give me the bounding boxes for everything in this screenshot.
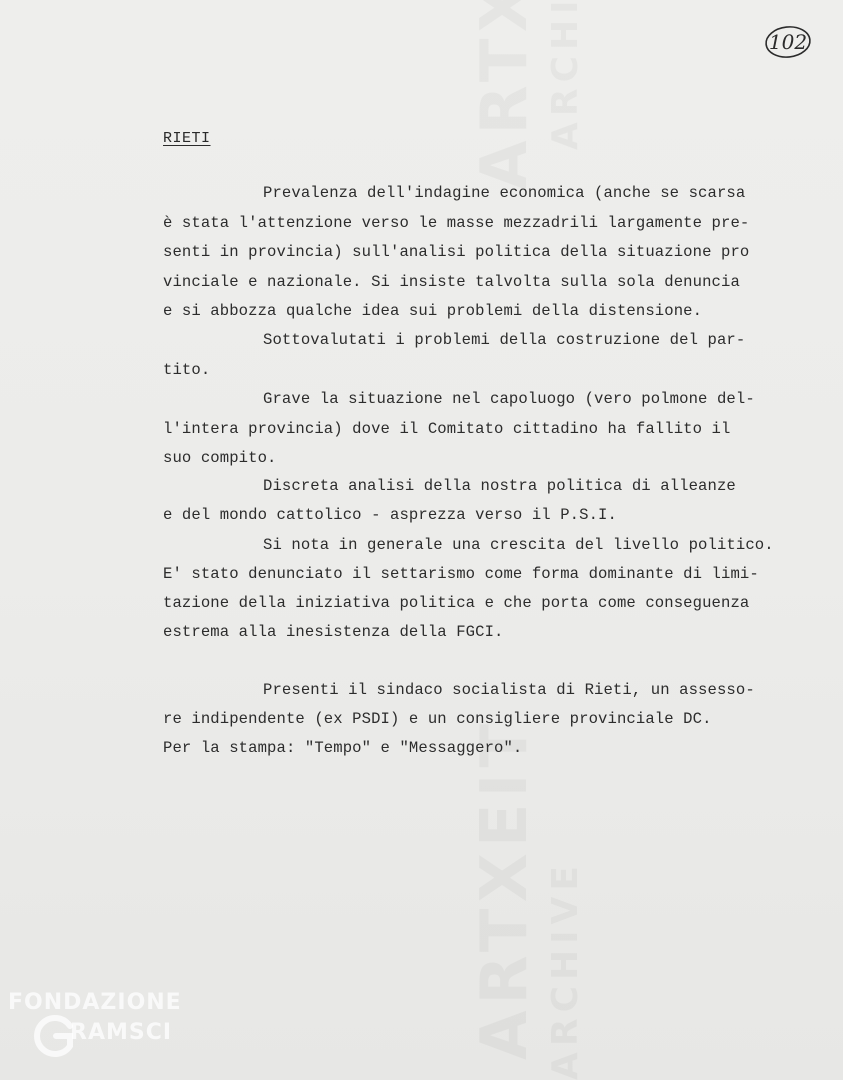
page-number-text: 102 (768, 30, 808, 54)
text-line: Per la stampa: "Tempo" e "Messaggero". (163, 739, 523, 757)
text-line: Prevalenza dell'indagine economica (anche se scarsa (263, 184, 746, 202)
section-heading: RIETI (163, 130, 211, 147)
text-line: estrema alla inesistenza della FGCI. (163, 623, 504, 641)
text-line: Presenti il sindaco socialista di Rieti, un assesso- (263, 681, 755, 699)
text-line: senti in provincia) sull'analisi politica della situazione pro (163, 243, 750, 261)
text-line: suo compito. (163, 449, 277, 467)
text-line: l'intera provincia) dove il Comitato cittadino ha fallito il (163, 420, 731, 438)
text-line: re indipendente (ex PSDI) e un consigliere provinciale DC. (163, 710, 712, 728)
watermark (468, 718, 542, 1060)
text-line: e si abbozza qualche idea sui problemi della distensione. (163, 302, 703, 320)
text-line: e del mondo cattolico - asprezza verso il P.S.I. (163, 506, 617, 524)
fondazione-gramsci-logo (8, 990, 218, 1070)
text-line: vinciale e nazionale. Si insiste talvolta sulla sola denuncia (163, 273, 740, 291)
text-line: Si nota in generale una crescita del livello politico. (263, 536, 774, 554)
text-line: tito. (163, 361, 211, 379)
text-line: è stata l'attenzione verso le masse mezzadrili largamente pre- (163, 214, 750, 232)
text-line: Grave la situazione nel capoluogo (vero polmone del- (263, 390, 755, 408)
watermark (468, 0, 542, 190)
watermark (545, 860, 586, 1080)
logo-line-1: FONDAZIONE (8, 990, 182, 1015)
text-line: Discreta analisi della nostra politica di alleanze (263, 477, 736, 495)
text-line: tazione della iniziativa politica e che porta come conseguenza (163, 594, 750, 612)
watermark (545, 0, 586, 150)
text-line: E' stato denunciato il settarismo come forma dominante di limi- (163, 565, 759, 583)
logo-line-2: RAMSCI (70, 1020, 173, 1045)
page-number (764, 24, 812, 60)
text-line: Sottovalutati i problemi della costruzione del par- (263, 331, 746, 349)
